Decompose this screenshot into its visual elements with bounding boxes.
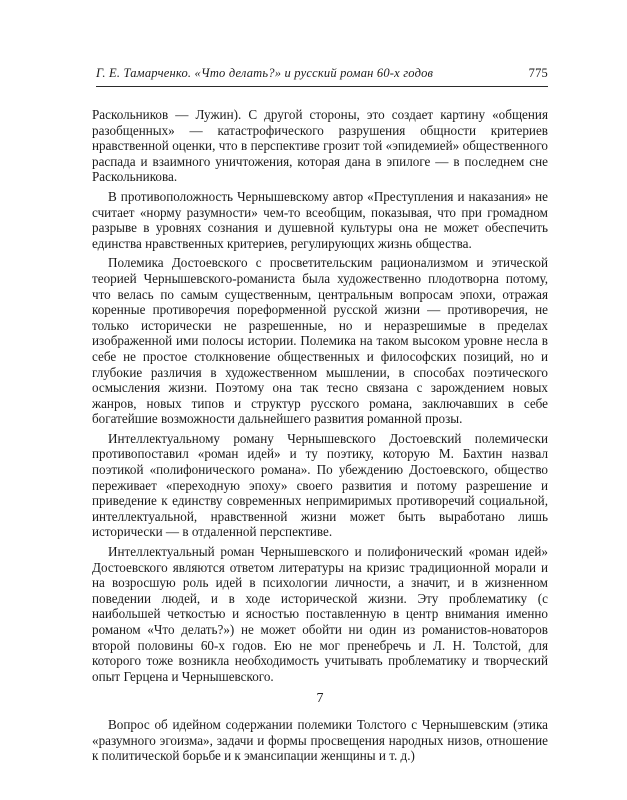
paragraph-6: Вопрос об идейном содержании полемики Толстого с Чернышевским (этика «разумного эгоизма», задачи и формы просвещения народных низов, отношение к политической борьбе и к эмансипации женщины и т. д.) [92, 716, 548, 764]
paragraph-5: Интеллектуальный роман Чернышевского и полифонический «роман идей» Достоевского являются ответом литературы на кризис традиционной морали и на возросшую роль идей в психологии личности, а значит, и в жизненном поведении людей, и в ходе исторической жизни. Эту проблематику (с наибольшей четкостью и ясностью поставленную в центр внимания именно романом «Что делать?») не может обойти ни один из романистов-новаторов второй половины 60-х годов. Ею не мог пренебречь и Л. Н. Толстой, для которого тоже возникла необходимость учитывать проблематику и творческий опыт Герцена и Чернышевского. [92, 544, 548, 684]
body-text [92, 107, 548, 764]
running-title: Г. Е. Тамарченко. «Что делать?» и русский роман 60-х годов [96, 66, 434, 80]
running-head [96, 66, 548, 87]
section-7-body [92, 717, 548, 764]
page-number: 775 [528, 66, 548, 80]
paragraph-2: В противоположность Чернышевскому автор «Преступления и наказания» не считает «норму разумности» чем-то всеобщим, показывая, что при громадном разрыве в уровнях сознания и душевной культуры она не может обеспечить единства нравственных критериев, регулирующих жизнь общества. [92, 188, 548, 251]
paragraph-4: Интеллектуальному роману Чернышевского Достоевский полемически противопоставил «роман идей» и ту поэтику, которую М. Бахтин назвал поэтикой «полифонического романа». По убеждению Достоевского, общество переживает «переходную эпоху» своего развития и потому разрешение и приведение к единству современных непримиримых противоречий социальной, интеллектуальной, нравственной жизни может быть выработано лишь исторически — в отдаленной перспективе. [92, 430, 548, 540]
section-number: 7 [316, 691, 324, 707]
book-page [92, 66, 548, 764]
paragraph-1: Раскольников — Лужин). С другой стороны, это создает картину «общения разобщенных» — катастрофического разрушения общности критериев нравственной оценки, что в перспективе грозит той «эпидемией» общественного распада и взаимного уничтожения, которая дана в эпилоге — в последнем сне Раскольникова. [92, 107, 548, 185]
paragraph-3: Полемика Достоевского с просветительским рационализмом и этической теорией Чернышевского-романиста была художественно плодотворна потому, что велась по самым существенным, центральным вопросам эпохи, отражая коренные противоречия пореформенной русской жизни — противоречия, не только исторически не разрешенные, но и неразрешимые в пределах изображенной ими полосы истории. Полемика на таком высоком уровне несла в себе не простое столкновение общественных и философских позиций, но и глубокие различия в художественном мышлении, в способах поэтического осмысления жизни. Поэтому она так тесно связана с зарождением новых жанров, новых типов и структур русского романа, заключавших в себе богатейшие возможности дальнейшего развития романной прозы. [92, 255, 548, 427]
